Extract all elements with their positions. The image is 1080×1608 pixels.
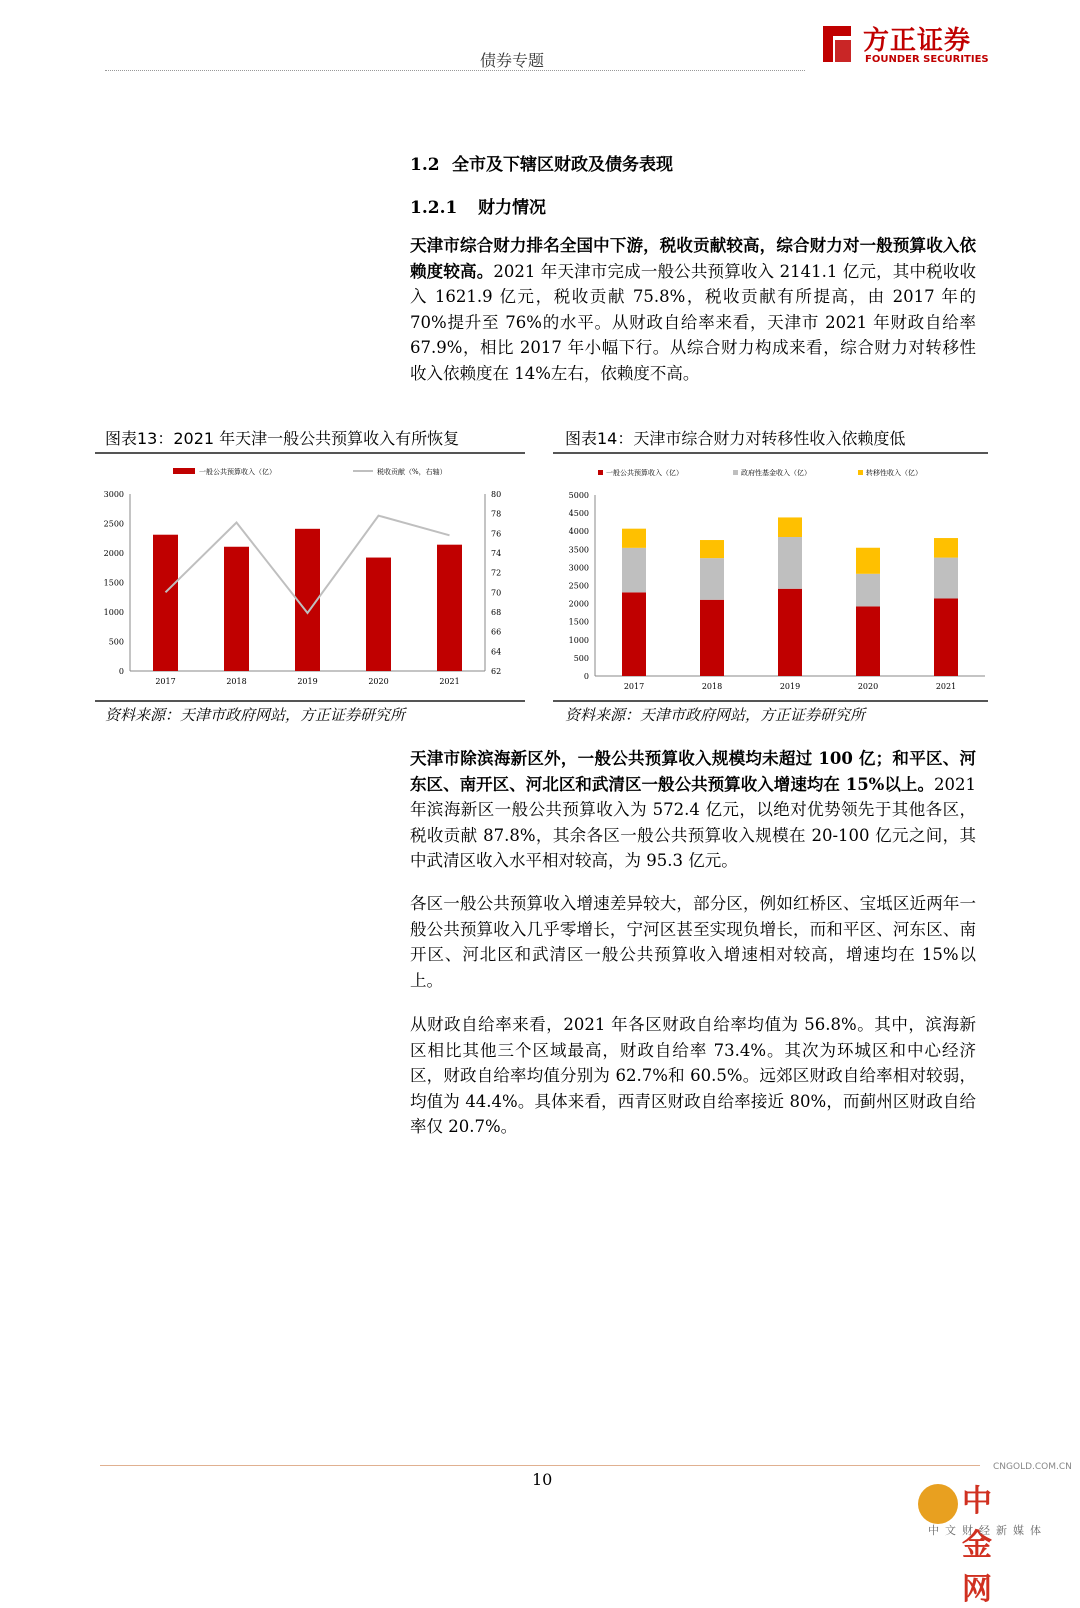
- x-tick-label: 2021: [935, 682, 957, 691]
- y-tick-label: 500: [108, 637, 124, 647]
- y-tick-label: 2500: [568, 581, 589, 591]
- bar-segment: [778, 589, 802, 676]
- paragraph-2-lead: 天津市除滨海新区外，一般公共预算收入规模均未超过 100 亿；和平区、河东区、南开区、河北区和武清区一般公共预算收入增速均在 15%以上。: [410, 749, 976, 794]
- page-header-title: 债券专题: [480, 51, 545, 70]
- bar: [153, 535, 178, 671]
- watermark-coin-icon: [918, 1484, 958, 1524]
- bar-segment: [934, 538, 958, 558]
- x-tick-label: 2020: [368, 677, 389, 686]
- figure-13-title: 图表13：2021 年天津一般公共预算收入有所恢复: [105, 429, 460, 448]
- page-number: 10: [532, 1470, 553, 1489]
- bar-segment: [622, 548, 646, 593]
- bar-segment: [622, 592, 646, 676]
- section-number: 1.2: [410, 155, 440, 175]
- y-tick-label: 0: [118, 667, 124, 676]
- bar-segment: [856, 606, 880, 676]
- watermark-domain: CNGOLD.COM.CN: [993, 1462, 1072, 1472]
- bar-segment: [778, 537, 802, 589]
- legend-swatch: [858, 470, 863, 475]
- paragraph-1-lead: 天津市综合财力排名全国中下游，税收贡献较高，综合财力对一般预算收入依赖度较高。: [410, 236, 976, 281]
- y-tick-label: 4500: [568, 509, 589, 519]
- x-tick-label: 2021: [439, 677, 460, 686]
- chart-14: [553, 454, 988, 700]
- legend-label: 一般公共预算收入（亿）: [606, 469, 683, 477]
- y2-tick-label: 80: [491, 490, 502, 499]
- y-tick-label: 0: [583, 672, 589, 681]
- bar-segment: [778, 517, 802, 537]
- y-tick-label: 1000: [568, 635, 589, 645]
- bar-segment: [700, 558, 724, 600]
- y-tick-label: 1000: [103, 608, 124, 617]
- subsection-number: 1.2.1: [410, 198, 458, 218]
- y2-tick-label: 70: [491, 588, 502, 598]
- section-title: 全市及下辖区财政及债务表现: [452, 155, 673, 175]
- y2-tick-label: 74: [491, 549, 502, 558]
- figure-13-source: 资料来源：天津市政府网站，方正证券研究所: [105, 706, 406, 724]
- legend-label: 税收贡献（%，右轴）: [377, 468, 447, 476]
- y2-tick-label: 68: [491, 608, 502, 617]
- x-tick-label: 2019: [297, 677, 318, 686]
- logo-text-cn: 方正证券: [863, 26, 972, 56]
- y2-tick-label: 64: [491, 647, 502, 657]
- x-tick-label: 2018: [701, 682, 723, 691]
- subsection-heading: [410, 193, 546, 218]
- bar-segment: [934, 598, 958, 676]
- figure-14-frame: [553, 452, 988, 702]
- y-tick-label: 4000: [568, 527, 589, 537]
- figure-14-source: 资料来源：天津市政府网站，方正证券研究所: [565, 706, 866, 724]
- y2-tick-label: 76: [491, 529, 502, 539]
- y-tick-label: 2500: [103, 519, 124, 529]
- figure-14-title: 图表14：天津市综合财力对转移性收入依赖度低: [565, 429, 906, 448]
- legend-label: 政府性基金收入（亿）: [741, 469, 811, 477]
- paragraph-3: 各区一般公共预算收入增速差异较大，部分区，例如红桥区、宝坻区近两年一般公共预算收入几乎零增长，宁河区甚至实现负增长，而和平区、河东区、南开区、河北区和武清区一般公共预算收入增速相对较高，增速均在 15%以上。: [410, 894, 976, 990]
- y-tick-label: 5000: [568, 491, 589, 500]
- y2-tick-label: 66: [491, 627, 502, 637]
- y-tick-label: 2000: [568, 599, 589, 609]
- paragraph-4: 从财政自给率来看，2021 年各区财政自给率均值为 56.8%。其中，滨海新区相比其他三个区域最高，财政自给率 73.4%。其次为环城区和中心经济区，财政自给率均值分别为 62.7%和 60.5%。远郊区财政自给率相对较弱，均值为 44.4%。具体来看，西青区财政自给率接近 80%，而蓟州区财政自给率仅 20.7%。: [410, 1015, 976, 1136]
- paragraph-2: [410, 746, 976, 874]
- watermark-brand: 中金网: [962, 1484, 992, 1607]
- watermark-tagline: 中文财经新媒体: [928, 1524, 1047, 1537]
- x-tick-label: 2017: [155, 677, 176, 686]
- figure-13-frame: [95, 452, 525, 702]
- header-divider: [105, 70, 805, 71]
- paragraph-1-body: 2021 年天津市完成一般公共预算收入 2141.1 亿元，其中税收收入 1621.9 亿元，税收贡献 75.8%，税收贡献有所提高，由 2017 年的 70%提升至 76%的水平。从财政自给率来看，天津市 2021 年财政自给率 67.9%，相比 2017 年小幅下行。从综合财力构成来看，综合财力对转移性收入依赖度在 14%左右，依赖度不高。: [410, 261, 976, 383]
- bar: [366, 558, 391, 671]
- legend-label: 一般公共预算收入（亿）: [199, 468, 276, 476]
- x-tick-label: 2020: [857, 682, 879, 691]
- y2-tick-label: 62: [491, 667, 502, 676]
- legend-swatch-bar: [173, 468, 195, 474]
- y-tick-label: 3500: [568, 545, 589, 555]
- y-tick-label: 1500: [568, 617, 589, 627]
- bar-segment: [700, 600, 724, 676]
- paragraph-2-body: 2021 年滨海新区一般公共预算收入为 572.4 亿元，以绝对优势领先于其他各区，税收贡献 87.8%，其余各区一般公共预算收入规模在 20-100 亿元之间，其中武清区收入水平相对较高，为 95.3 亿元。: [410, 774, 976, 870]
- footer-divider: [100, 1465, 980, 1466]
- bar-segment: [856, 574, 880, 607]
- y-tick-label: 2000: [103, 549, 124, 558]
- section-heading: [410, 150, 673, 175]
- bar-segment: [856, 548, 880, 574]
- y-tick-label: 3000: [103, 490, 124, 499]
- x-tick-label: 2017: [623, 682, 645, 691]
- y2-tick-label: 78: [491, 509, 502, 519]
- founder-logo: [815, 18, 990, 68]
- bar-segment: [934, 558, 958, 599]
- y-tick-label: 3000: [568, 563, 589, 573]
- logo-mark-icon: [815, 22, 859, 66]
- logo-text-en: FOUNDER SECURITIES: [865, 54, 989, 65]
- y2-tick-label: 72: [491, 568, 502, 578]
- bar-segment: [700, 540, 724, 558]
- x-tick-label: 2019: [779, 682, 801, 691]
- chart-13: [95, 454, 525, 700]
- bar: [224, 547, 249, 671]
- legend-swatch: [733, 470, 738, 475]
- y-tick-label: 1500: [103, 578, 124, 588]
- y-tick-label: 500: [573, 653, 589, 663]
- legend-label: 转移性收入（亿）: [866, 469, 922, 477]
- bar-segment: [622, 529, 646, 548]
- subsection-title: 财力情况: [478, 198, 546, 218]
- x-tick-label: 2018: [226, 677, 247, 686]
- legend-swatch: [598, 470, 603, 475]
- paragraph-1: [410, 233, 976, 386]
- bar: [437, 545, 462, 671]
